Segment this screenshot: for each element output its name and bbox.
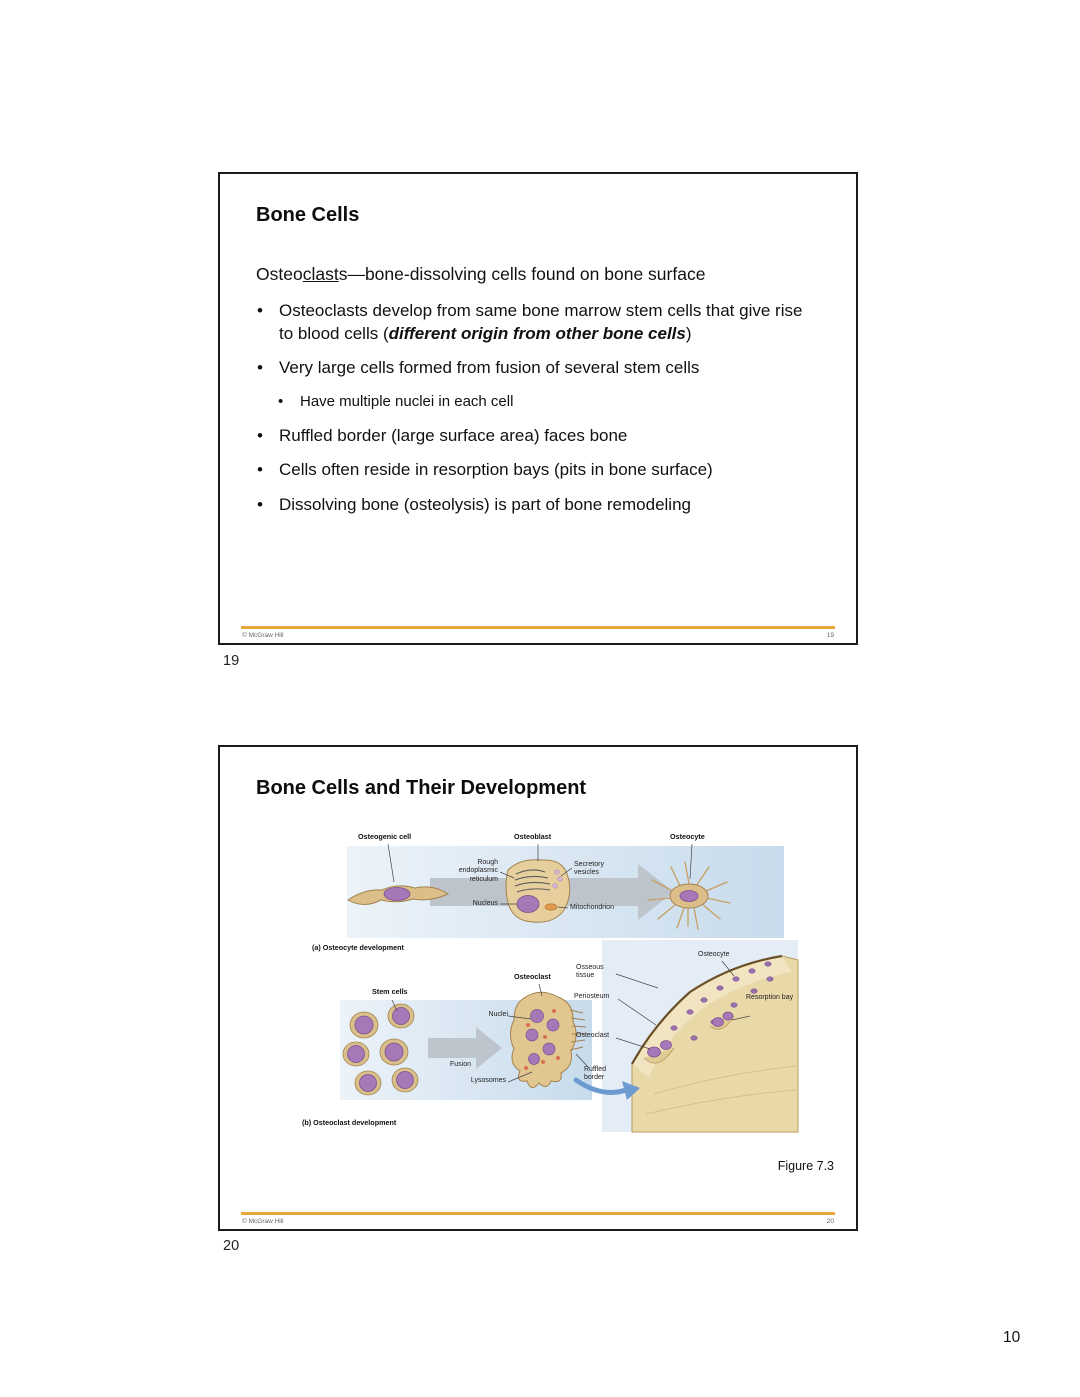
osteoblast-shape <box>506 860 570 923</box>
label-osteoclast-top: Osteoclast <box>514 972 551 981</box>
bullet-text-part: ) <box>685 323 692 343</box>
slide-19 <box>218 172 858 645</box>
caption-osteoclast-development: (b) Osteoclast development <box>302 1118 397 1127</box>
label-nucleus: Nucleus <box>472 900 498 907</box>
bullet-list <box>256 300 812 529</box>
figure-caption: Figure 7.3 <box>777 1159 834 1173</box>
page-number: 10 <box>1003 1329 1021 1346</box>
footer-accent-rule <box>241 626 835 629</box>
heading-text-part: Osteo <box>256 264 303 284</box>
bullet-text-part: Osteoclasts develop from same bone marrow stem cells that give rise to blood cells ( <box>279 301 803 343</box>
slide-19-title: Bone Cells <box>256 204 360 226</box>
copyright-text: © McGraw Hill <box>242 632 284 639</box>
label-resorption-bay: Resorption bay <box>746 994 794 1001</box>
label-osteocyte-top: Osteocyte <box>670 832 705 841</box>
label-osteoblast: Osteoblast <box>514 832 552 841</box>
bullet-5: • Dissolving bone (osteolysis) is part of bone remodeling <box>256 494 812 517</box>
slide-19-heading <box>256 264 705 285</box>
copyright-text: © McGraw Hill <box>242 1218 284 1225</box>
slide-index-20: 20 <box>223 1238 240 1254</box>
slide-20 <box>218 745 858 1231</box>
label-periosteum: Periosteum <box>574 993 610 1000</box>
bullet-3: • Ruffled border (large surface area) faces bone <box>256 425 812 448</box>
heading-text-part: s—bone-dissolving cells found on bone surface <box>338 264 706 284</box>
figure-7-3 <box>302 832 847 1162</box>
slide-index-19: 19 <box>223 653 240 669</box>
label-mitochondrion: Mitochondrion <box>570 904 614 911</box>
label-rough-er: Rough endoplasmic reticulum <box>458 859 498 883</box>
label-osteogenic-cell: Osteogenic cell <box>358 832 412 841</box>
label-nuclei: Nuclei <box>488 1011 508 1018</box>
caption-osteocyte-development: (a) Osteocyte development <box>312 943 404 952</box>
bullet-2: • Very large cells formed from fusion of several stem cells <box>256 357 812 380</box>
label-osteoclast-bone: Osteoclast <box>576 1032 610 1039</box>
label-fusion: Fusion <box>450 1061 472 1068</box>
label-osteocyte-bone: Osteocyte <box>698 951 730 958</box>
bullet-1 <box>256 300 812 345</box>
slide-number-footer: 20 <box>826 1218 834 1225</box>
label-stem-cells: Stem cells <box>372 987 408 996</box>
label-secretory-vesicles: Secretory vesicles <box>574 861 604 877</box>
label-lysosomes: Lysosomes <box>470 1077 506 1084</box>
footer-accent-rule <box>241 1212 835 1215</box>
bullet-emphasis: different origin from other bone cells <box>388 323 686 343</box>
slide-20-title: Bone Cells and Their Development <box>256 777 587 799</box>
bullet-4: • Cells often reside in resorption bays (pits in bone surface) <box>256 459 812 482</box>
heading-underlined-part: clast <box>302 264 339 284</box>
sub-bullet-2a: • Have multiple nuclei in each cell <box>277 392 812 412</box>
slide-number-footer: 19 <box>826 632 834 639</box>
label-ruffled-border: Ruffled border <box>584 1066 607 1082</box>
label-osseous-tissue: Osseous tissue <box>576 964 604 980</box>
